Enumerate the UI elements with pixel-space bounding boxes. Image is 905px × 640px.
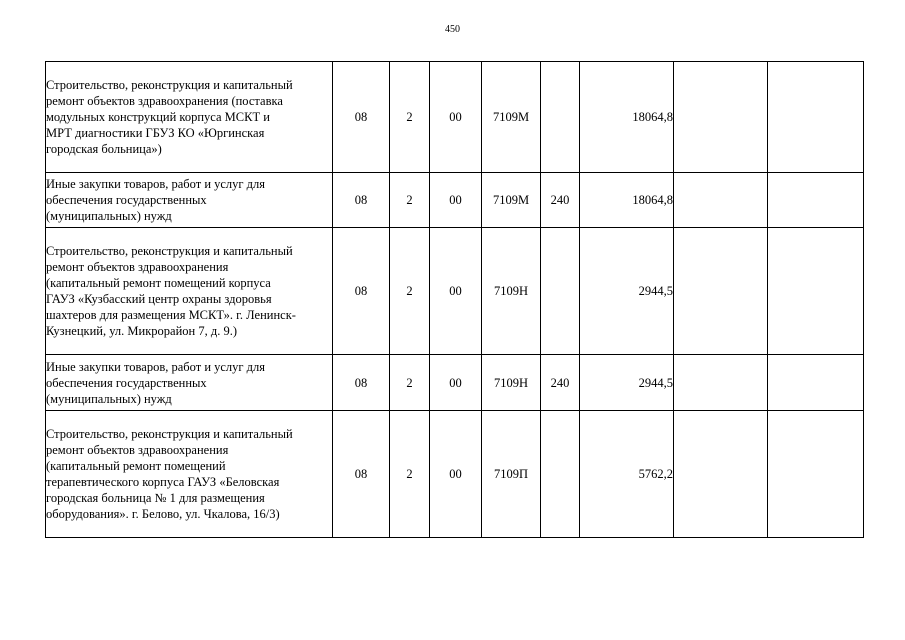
amount-cell: 18064,8 [580, 173, 674, 228]
amount-cell: 18064,8 [580, 62, 674, 173]
subsection-code: 2 [390, 173, 430, 228]
target-code: 7109М [482, 62, 541, 173]
table-row [46, 173, 864, 228]
row-description: Строительство, реконструкция и капитальный ремонт объектов здравоохранения (капитальный ремонт помещений терапевтического корпуса ГАУЗ «Беловская городская больница № 1 для размещения оборудования». г. Белово, ул. Чкалова, 16/3) [46, 411, 333, 538]
table-row [46, 411, 864, 538]
program-code: 00 [430, 62, 482, 173]
target-code: 7109П [482, 411, 541, 538]
expense-type-code: 240 [541, 355, 580, 411]
empty-cell [768, 62, 864, 173]
expense-type-code [541, 228, 580, 355]
program-code: 00 [430, 228, 482, 355]
empty-cell [674, 355, 768, 411]
section-code: 08 [333, 173, 390, 228]
row-description: Строительство, реконструкция и капитальный ремонт объектов здравоохранения (поставка модульных конструкций корпуса МСКТ и МРТ диагностики ГБУЗ КО «Юргинская городская больница») [46, 62, 333, 173]
table-row [46, 62, 864, 173]
table-row [46, 228, 864, 355]
subsection-code: 2 [390, 411, 430, 538]
empty-cell [768, 411, 864, 538]
program-code: 00 [430, 411, 482, 538]
target-code: 7109Н [482, 355, 541, 411]
amount-cell: 5762,2 [580, 411, 674, 538]
budget-table [45, 61, 864, 538]
section-code: 08 [333, 355, 390, 411]
amount-cell: 2944,5 [580, 228, 674, 355]
section-code: 08 [333, 228, 390, 355]
expense-type-code: 240 [541, 173, 580, 228]
subsection-code: 2 [390, 62, 430, 173]
empty-cell [674, 173, 768, 228]
empty-cell [768, 355, 864, 411]
amount-cell: 2944,5 [580, 355, 674, 411]
expense-type-code [541, 411, 580, 538]
target-code: 7109М [482, 173, 541, 228]
table-row [46, 355, 864, 411]
empty-cell [768, 228, 864, 355]
section-code: 08 [333, 411, 390, 538]
empty-cell [674, 62, 768, 173]
program-code: 00 [430, 173, 482, 228]
target-code: 7109Н [482, 228, 541, 355]
row-description: Строительство, реконструкция и капитальный ремонт объектов здравоохранения (капитальный ремонт помещений корпуса ГАУЗ «Кузбасский центр охраны здоровья шахтеров для размещения МСКТ». г. Ленинск- Кузнецкий, ул. Микрорайон 7, д. 9.) [46, 228, 333, 355]
subsection-code: 2 [390, 355, 430, 411]
page-number: 450 [445, 24, 460, 35]
empty-cell [768, 173, 864, 228]
empty-cell [674, 411, 768, 538]
subsection-code: 2 [390, 228, 430, 355]
row-description: Иные закупки товаров, работ и услуг для обеспечения государственных (муниципальных) нужд [46, 355, 333, 411]
empty-cell [674, 228, 768, 355]
program-code: 00 [430, 355, 482, 411]
expense-type-code [541, 62, 580, 173]
row-description: Иные закупки товаров, работ и услуг для обеспечения государственных (муниципальных) нужд [46, 173, 333, 228]
section-code: 08 [333, 62, 390, 173]
